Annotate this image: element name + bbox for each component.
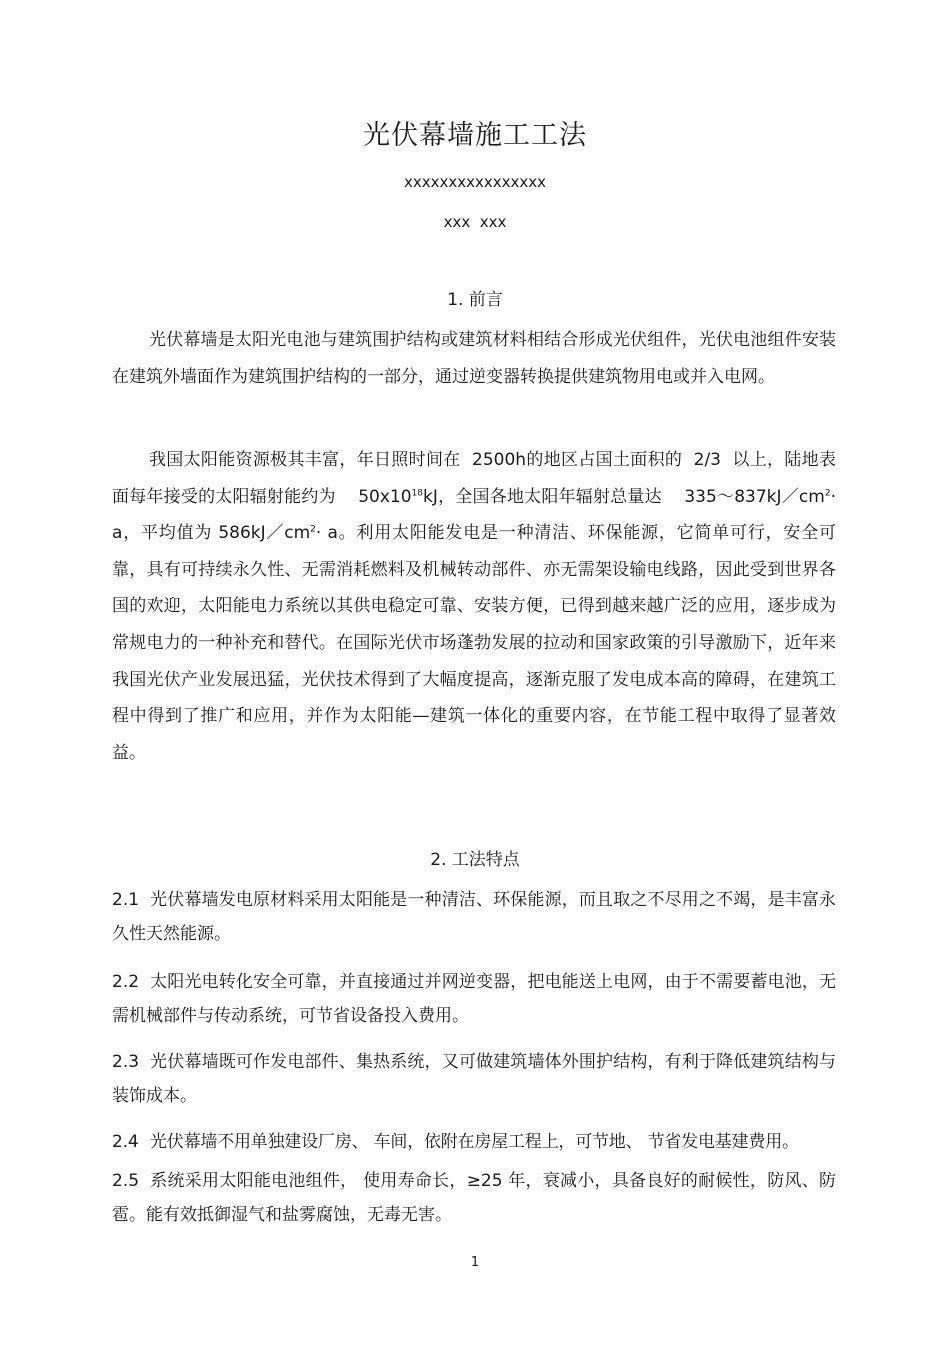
feature-item	[112, 965, 836, 1033]
feature-item-text: 光伏幕墙不用单独建设厂房、 车间，依附在房屋工程上，可节地、 节省发电基建费用。	[150, 1132, 799, 1152]
intro-paragraph-2-part-b: kJ，全国各地太阳年辐射总量达 335～837kJ／cm	[423, 486, 825, 507]
superscript-exponent: 18	[411, 487, 424, 498]
page-number: 1	[470, 1255, 480, 1270]
feature-item-text: 光伏幕墙既可作发电部件、集热系统，又可做建筑墙体外围护结构，有利于降低建筑结构与装饰成本。	[112, 1052, 836, 1106]
feature-item-number: 2.5	[112, 1171, 140, 1191]
intro-paragraph-2-part-d: · a。利用太阳能发电是一种清洁、环保能源，它简单可行，安全可靠，具有可持续永久性、无需消耗燃料及机械转动部件、亦无需架设输电线路，因此受到世界各国的欢迎，太阳能电力系统以其供电稳定可靠、安装方便，已得到越来越广泛的应用，逐步成为常规电力的一种补充和替代。在国际光伏市场蓬勃发展的拉动和国家政策的引导激励下，近年来我国光伏产业发展迅猛，光伏技术得到了大幅度提高，逐渐克服了发电成本高的障碍，在建筑工程中得到了推广和应用，并作为太阳能—建筑一体化的重要内容，在节能工程中取得了显著效益。	[112, 523, 836, 763]
superscript-square-1: 2	[824, 487, 831, 498]
feature-item-number: 2.4	[112, 1132, 139, 1152]
author-names: xxx xxx	[443, 213, 507, 231]
intro-paragraph-2-part-c: · a，平均值为 586kJ／cm	[112, 486, 842, 544]
intro-paragraph-1: 光伏幕墙是太阳光电池与建筑围护结构或建筑材料相结合形成光伏组件，光伏电池组件安装在建筑外墙面作为建筑围护结构的一部分，通过逆变器转换提供建筑物用电或并入电网。	[112, 330, 836, 387]
feature-item-number: 2.1	[112, 890, 140, 910]
intro-paragraph-2-part-a: 我国太阳能资源极其丰富，年日照时间在 2500h的地区占国土面积的 2/3 以上，陆地表面每年接受的太阳辐射能约为 50x10	[112, 450, 836, 507]
feature-item-text: 系统采用太阳能电池组件， 使用寿命长，≥25 年，衰减小，具备良好的耐候性，防风、防雹。能有效抵御湿气和盐雾腐蚀，无毒无害。	[112, 1171, 836, 1225]
intro-paragraph-2	[112, 442, 842, 771]
author-affiliation: xxxxxxxxxxxxxxxx	[403, 173, 547, 191]
feature-item	[112, 883, 836, 951]
feature-item-number: 2.2	[112, 972, 140, 992]
feature-item-text: 光伏幕墙发电原材料采用太阳能是一种清洁、环保能源，而且取之不尽用之不竭，是丰富永久性天然能源。	[112, 890, 836, 944]
feature-item	[112, 1125, 836, 1159]
feature-item	[112, 1045, 836, 1113]
section-heading-introduction: 1. 前言	[447, 290, 503, 310]
document-title: 光伏幕墙施工工法	[363, 120, 587, 151]
section-heading-features: 2. 工法特点	[430, 850, 520, 870]
feature-item-text: 太阳光电转化安全可靠，并直接通过并网逆变器，把电能送上电网，由于不需要蓄电池，无需机械部件与传动系统，可节省设备投入费用。	[112, 972, 836, 1026]
feature-item-number: 2.3	[112, 1052, 140, 1072]
superscript-square-2: 2	[310, 524, 316, 535]
feature-item	[112, 1164, 836, 1232]
